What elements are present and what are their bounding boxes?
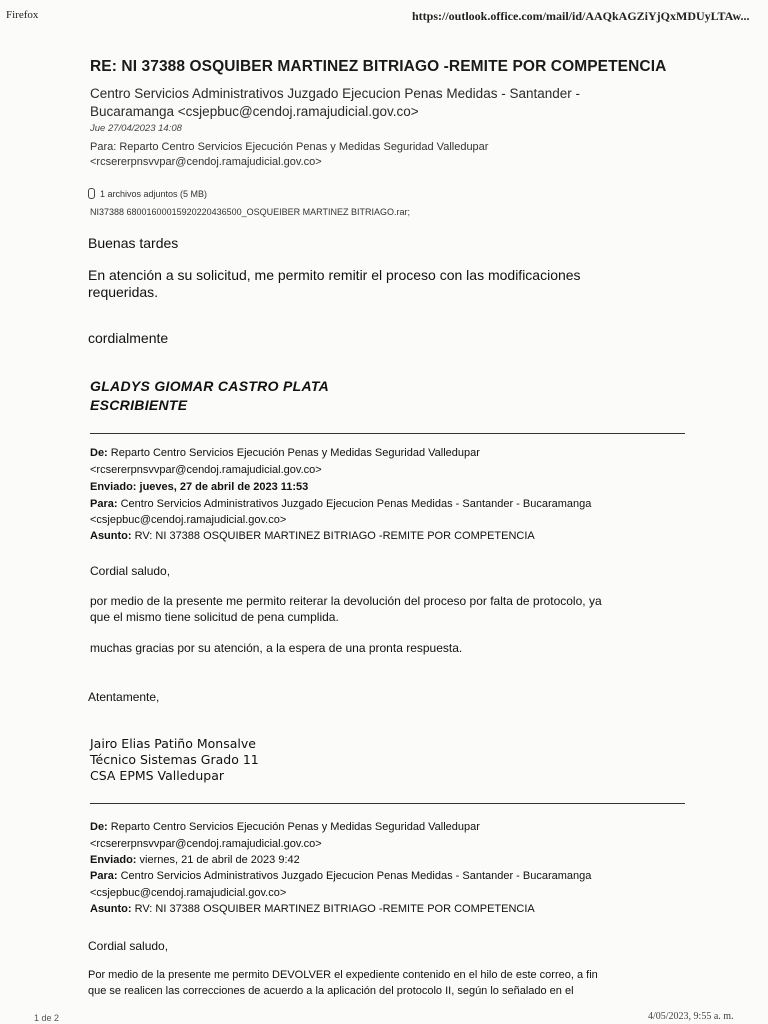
fw2-body-line-2: que se realicen las correcciones de acuerdo a la aplicación del protocolo II, según lo señalado en el (88, 985, 574, 997)
closing: cordialmente (88, 330, 169, 346)
fw1-from-email[interactable]: <rcsererpnsvvpar@cendoj.ramajudicial.gov.co> (90, 464, 322, 476)
signature-name: GLADYS GIOMAR CASTRO PLATA (90, 378, 330, 394)
email-subject: RE: NI 37388 OSQUIBER MARTINEZ BITRIAGO -REMITE POR COMPETENCIA (90, 58, 667, 75)
body-line-2: requeridas. (88, 284, 159, 300)
sender-email[interactable]: Bucaramanga <csjepbuc@cendoj.ramajudicial.gov.co> (90, 104, 419, 119)
print-timestamp: 4/05/2023, 9:55 a. m. (648, 1011, 734, 1022)
page-url[interactable]: https://outlook.office.com/mail/id/AAQkAGZiYjQxMDUyLTAw... (412, 9, 750, 23)
fw1-to: Para: Centro Servicios Administrativos Juzgado Ejecucion Penas Medidas - Santander - Bucaramanga (90, 498, 592, 510)
fw1-greeting: Cordial saludo, (90, 564, 171, 578)
fw2-from: De: Reparto Centro Servicios Ejecución Penas y Medidas Seguridad Valledupar (90, 821, 480, 833)
fw2-sent: Enviado: viernes, 21 de abril de 2023 9:42 (90, 854, 300, 866)
page-number: 1 de 2 (34, 1013, 60, 1023)
body-line-1: En atención a su solicitud, me permito remitir el proceso con las modificaciones (88, 267, 581, 283)
divider (90, 803, 685, 804)
fw1-closing: Atentamente, (88, 690, 160, 704)
fw1-sent: Enviado: jueves, 27 de abril de 2023 11:53 (90, 481, 309, 493)
fw1-thanks: muchas gracias por su atención, a la espera de una pronta respuesta. (90, 641, 463, 655)
fw1-body-line-1: por medio de la presente me permito reiterar la devolución del proceso por falta de protocolo, ya (90, 594, 602, 608)
fw2-body-line-1: Por medio de la presente me permito DEVOLVER el expediente contenido en el hilo de este correo, a fin (88, 969, 598, 981)
fw2-to: Para: Centro Servicios Administrativos Juzgado Ejecucion Penas Medidas - Santander - Bucaramanga (90, 870, 592, 882)
attachment-file[interactable]: NI37388 68001600015920220436500_OSQUEIBER MARTINEZ BITRIAGO.rar; (90, 207, 411, 217)
fw1-subject: Asunto: RV: NI 37388 OSQUIBER MARTINEZ BITRIAGO -REMITE POR COMPETENCIA (90, 530, 535, 542)
signature-title: ESCRIBIENTE (90, 397, 188, 413)
fw2-subject: Asunto: RV: NI 37388 OSQUIBER MARTINEZ BITRIAGO -REMITE POR COMPETENCIA (90, 903, 535, 915)
browser-name: Firefox (6, 9, 39, 21)
fw1-body-line-2: que el mismo tiene solicitud de pena cumplida. (90, 610, 339, 624)
fw1-sig-name: Jairo Elias Patiño Monsalve (90, 736, 256, 751)
recipient-email[interactable]: <rcsererpnsvvpar@cendoj.ramajudicial.gov.co> (90, 156, 322, 168)
greeting: Buenas tardes (88, 235, 179, 251)
fw2-greeting: Cordial saludo, (88, 939, 169, 953)
fw1-sig-org: CSA EPMS Valledupar (90, 768, 225, 783)
email-date: Jue 27/04/2023 14:08 (90, 123, 182, 134)
attachments-count[interactable]: 1 archivos adjuntos (5 MB) (100, 189, 208, 199)
fw1-to-email[interactable]: <csjepbuc@cendoj.ramajudicial.gov.co> (90, 514, 287, 526)
fw2-to-email[interactable]: <csjepbuc@cendoj.ramajudicial.gov.co> (90, 887, 287, 899)
fw2-from-email[interactable]: <rcsererpnsvvpar@cendoj.ramajudicial.gov.co> (90, 838, 322, 850)
divider (90, 433, 685, 434)
recipient-line: Para: Reparto Centro Servicios Ejecución Penas y Medidas Seguridad Valledupar (90, 141, 489, 153)
fw1-sig-title: Técnico Sistemas Grado 11 (90, 752, 259, 767)
sender-line: Centro Servicios Administrativos Juzgado Ejecucion Penas Medidas - Santander - (90, 86, 580, 101)
fw1-from: De: Reparto Centro Servicios Ejecución Penas y Medidas Seguridad Valledupar (90, 447, 480, 459)
paperclip-icon (88, 188, 95, 199)
